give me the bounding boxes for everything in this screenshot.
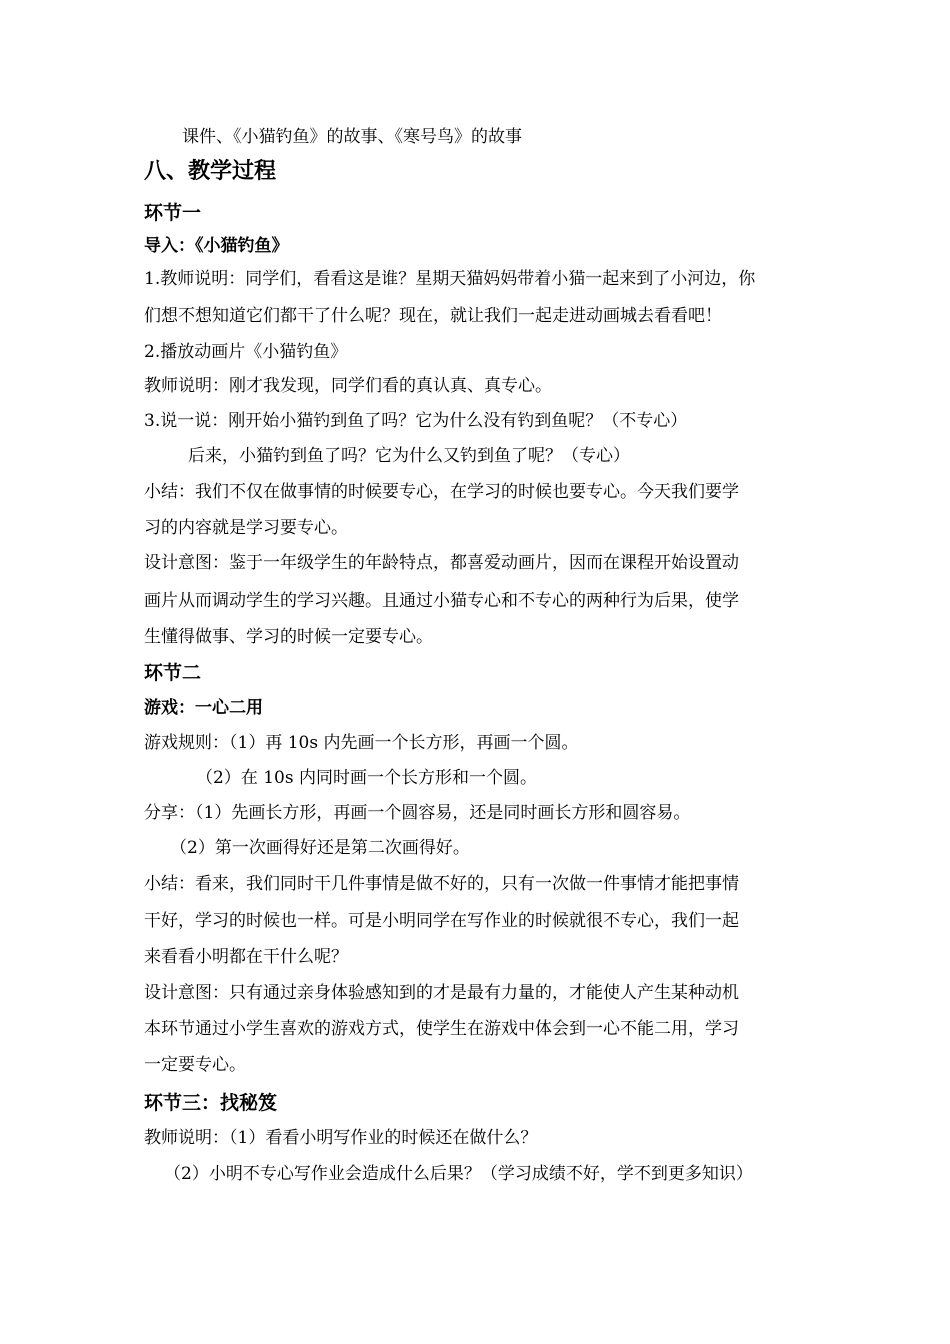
paragraph-line: 设计意图：只有通过亲身体验感知到的才是最有力量的，才能使人产生某种动机 [144,983,739,1003]
paragraph-line: 设计意图：鉴于一年级学生的年龄特点，都喜爱动画片，因而在课程开始设置动 [144,553,739,573]
part2-intro: 游戏：一心二用 [144,698,263,718]
section-title: 八、教学过程 [144,158,277,184]
part1-intro: 导入：《小猫钓鱼》 [144,236,289,256]
paragraph-line: 教师说明：刚才我发现，同学们看的真认真、真专心。 [144,376,552,396]
paragraph-line: 们想不想知道它们都干了什么呢？现在，就让我们一起走进动画城去看看吧！ [144,306,722,326]
paragraph-line: （2）小明不专心写作业会造成什么后果？（学习成绩不好，学不到更多知识） [164,1164,753,1184]
paragraph-line: 干好，学习的时候也一样。可是小明同学在写作业的时候就很不专心，我们一起 [144,911,739,931]
paragraph-line: 本环节通过小学生喜欢的游戏方式，使学生在游戏中体会到一心不能二用，学习 [144,1019,739,1039]
paragraph-line: 一定要专心。 [144,1055,246,1075]
paragraph-line: 教师说明：（1）看看小明写作业的时候还在做什么？ [144,1128,538,1148]
paragraph-line: 3.说一说：刚开始小猫钓到鱼了吗？它为什么没有钓到鱼呢？（不专心） [144,411,688,431]
paragraph-line: 游戏规则：（1）再 10s 内先画一个长方形，再画一个圆。 [144,733,579,753]
paragraph-line: 分享：（1）先画长方形，再画一个圆容易，还是同时画长方形和圆容易。 [144,803,691,823]
paragraph-line: 后来，小猫钓到鱼了吗？它为什么又钓到鱼了呢？（专心） [188,446,630,466]
part2-heading: 环节二 [144,662,202,684]
paragraph-line: 1.教师说明：同学们，看看这是谁？星期天猫妈妈带着小猫一起来到了小河边，你 [144,269,756,289]
paragraph-line: 习的内容就是学习要专心。 [144,518,348,538]
part3-heading: 环节三：找秘笈 [144,1092,278,1114]
paragraph-line: （2）第一次画得好还是第二次画得好。 [170,838,470,858]
part1-heading: 环节一 [144,202,202,224]
paragraph-line: 2.播放动画片《小猫钓鱼》 [144,342,348,362]
paragraph-line: 来看看小明都在干什么呢？ [144,947,348,967]
paragraph-line: 小结：我们不仅在做事情的时候要专心，在学习的时候也要专心。今天我们要学 [144,482,739,502]
paragraph-line: 画片从而调动学生的学习兴趣。且通过小猫专心和不专心的两种行为后果，使学 [144,591,739,611]
paragraph-line: 生懂得做事、学习的时候一定要专心。 [144,627,433,647]
paragraph-line: （2）在 10s 内同时画一个长方形和一个圆。 [196,768,537,788]
paragraph-line: 小结：看来，我们同时干几件事情是做不好的，只有一次做一件事情才能把事情 [144,874,739,894]
materials-line: 课件、《小猫钓鱼》的故事、《寒号鸟》的故事 [182,127,522,147]
